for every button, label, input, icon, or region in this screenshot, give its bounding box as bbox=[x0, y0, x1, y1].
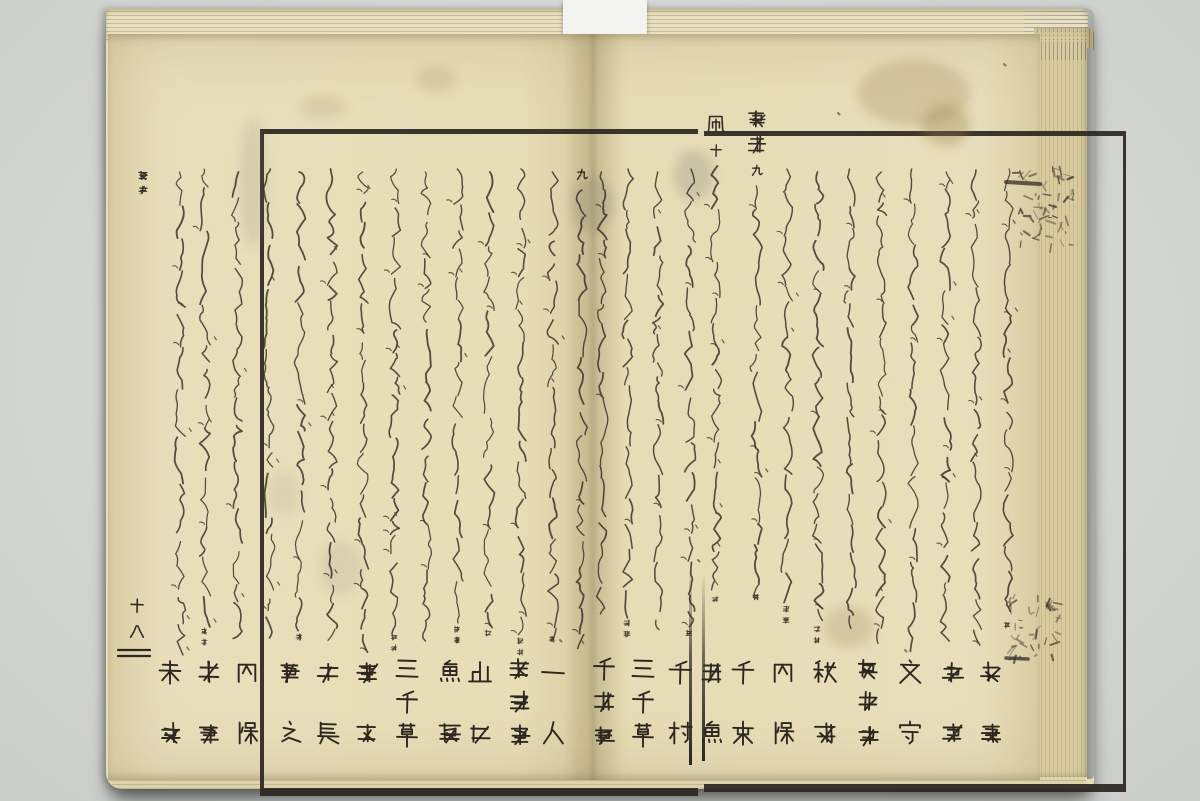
paper-stain bbox=[320, 542, 362, 594]
right-frame-gutter-border bbox=[702, 573, 705, 761]
paper-stain bbox=[922, 104, 970, 146]
paper-stain bbox=[824, 606, 874, 648]
right-page-frame bbox=[704, 131, 1126, 792]
page-spread bbox=[108, 34, 1040, 780]
paper-stain bbox=[674, 150, 714, 200]
paper-stain bbox=[416, 66, 456, 92]
book bbox=[106, 8, 1094, 789]
left-page-frame bbox=[260, 129, 698, 796]
paper-stain bbox=[240, 118, 266, 248]
paper-stain bbox=[300, 96, 346, 118]
left-frame-gutter-border bbox=[689, 568, 692, 765]
paper-stain bbox=[570, 176, 614, 232]
paper-stain bbox=[268, 472, 300, 514]
